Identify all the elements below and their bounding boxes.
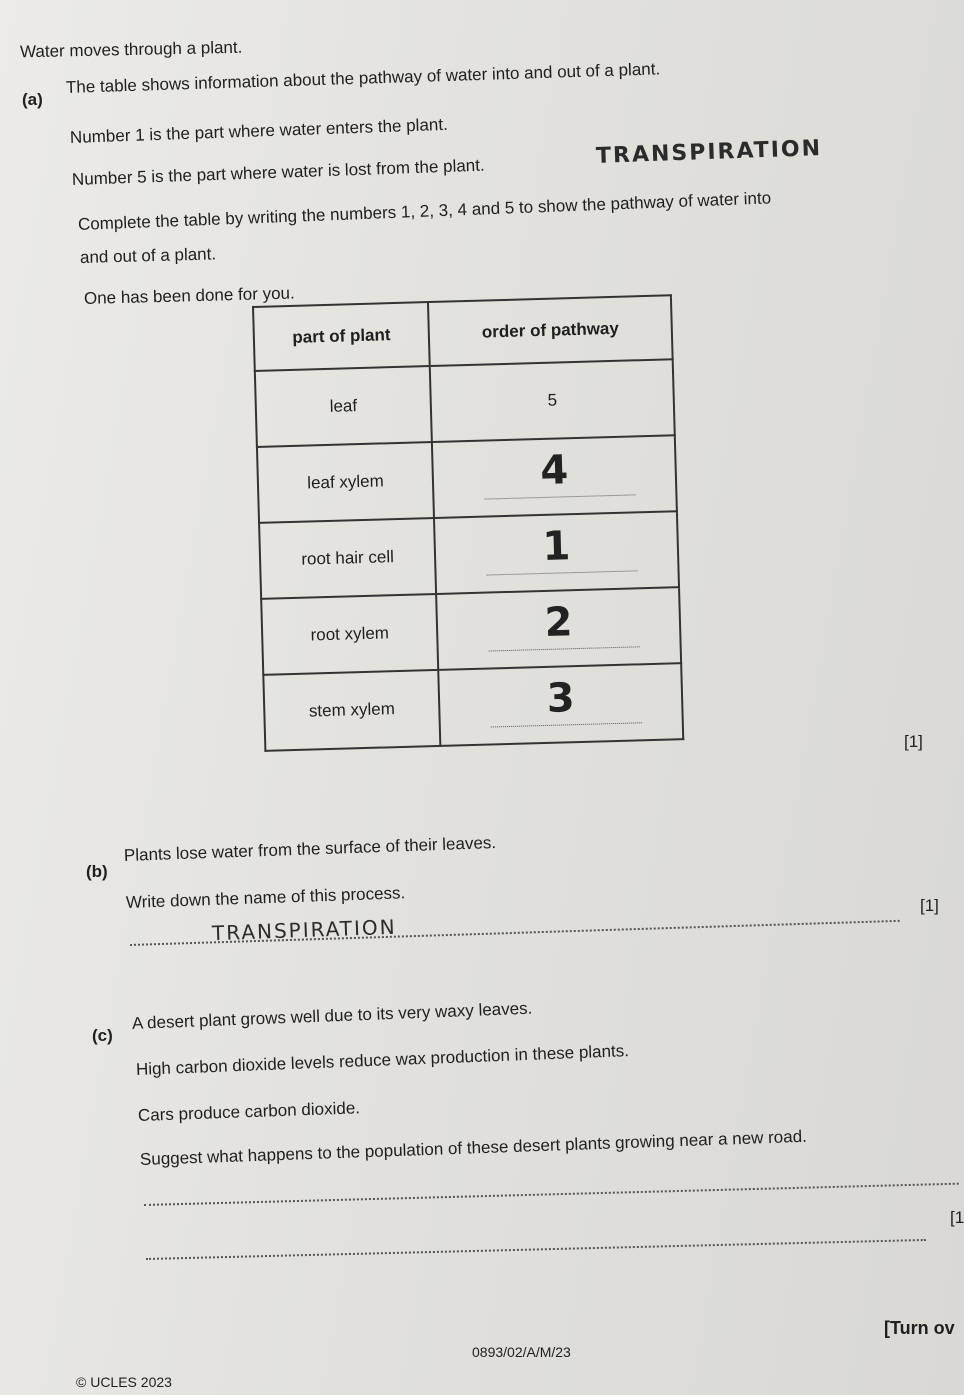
part-a-marks: [1] [904,732,923,751]
order-value: 1 [541,523,571,570]
answer-dotted-line [485,494,636,499]
order-cell[interactable] [436,587,681,670]
part-a-line-2: Number 1 is the part where water enters the plant. [69,114,449,147]
part-c-answer-line-2[interactable] [146,1239,926,1260]
part-a-line-4: Complete the table by writing the numbers 1, 2, 3, 4 and 5 to show the pathway of water into [77,188,772,234]
part-c-label: (c) [92,1026,113,1045]
part-cell: root xylem [261,594,438,675]
part-b-answer: TRANSPIRATION [211,914,398,946]
order-value: 4 [539,447,569,495]
table-row [257,435,677,523]
part-a-line-3: Number 5 is the part where water is lost from the plant. [71,155,485,189]
order-cell[interactable] [434,511,679,594]
part-a-label: (a) [22,90,43,109]
part-c-line-1: A desert plant grows well due to its very waxy leaves. [131,998,533,1033]
order-value: 2 [543,599,574,646]
answer-dotted-line [489,646,640,651]
part-c-line-4: Suggest what happens to the population of these desert plants growing near a new road. [139,1126,808,1169]
margin-note: TRANSPIRATION [595,136,823,169]
part-cell: root hair cell [259,518,436,599]
header-order-of-pathway: order of pathway [428,295,673,366]
part-c-line-3: Cars produce carbon dioxide. [137,1098,361,1125]
table-row [255,359,675,447]
part-b-line-1: Plants lose water from the surface of their leaves. [123,833,497,865]
order-cell[interactable] [432,435,677,518]
table-header-row [253,295,673,371]
part-a-line-6: One has been done for you. [83,283,295,308]
part-b-marks: [1] [920,896,939,915]
part-cell: leaf [255,366,432,447]
part-c-marks: [1 [950,1208,964,1227]
part-cell: stem xylem [263,670,440,751]
header-part-of-plant: part of plant [253,302,430,371]
part-cell: leaf xylem [257,442,434,523]
order-cell[interactable] [438,663,683,746]
answer-dotted-line [491,722,642,727]
copyright: © UCLES 2023 [76,1374,172,1390]
part-a-line-5: and out of a plant. [79,244,217,267]
order-value: 5 [547,390,558,410]
table-row [261,587,681,675]
table-row [259,511,679,599]
order-cell [430,359,675,442]
turn-over-text: [Turn ov [884,1318,955,1338]
order-value: 3 [546,675,576,722]
table-row [263,663,683,751]
part-c-line-2: High carbon dioxide levels reduce wax production in these plants. [135,1041,630,1079]
paper-code: 0893/02/A/M/23 [472,1344,571,1360]
intro-text: Water moves through a plant. [19,37,243,62]
part-b-line-2: Write down the name of this process. [125,883,406,912]
part-a-line-1: The table shows information about the pathway of water into and out of a plant. [65,59,661,97]
part-c-answer-line-1[interactable] [144,1183,959,1206]
pathway-table [252,294,684,752]
part-b-label: (b) [86,862,108,881]
answer-dotted-line [487,570,638,575]
